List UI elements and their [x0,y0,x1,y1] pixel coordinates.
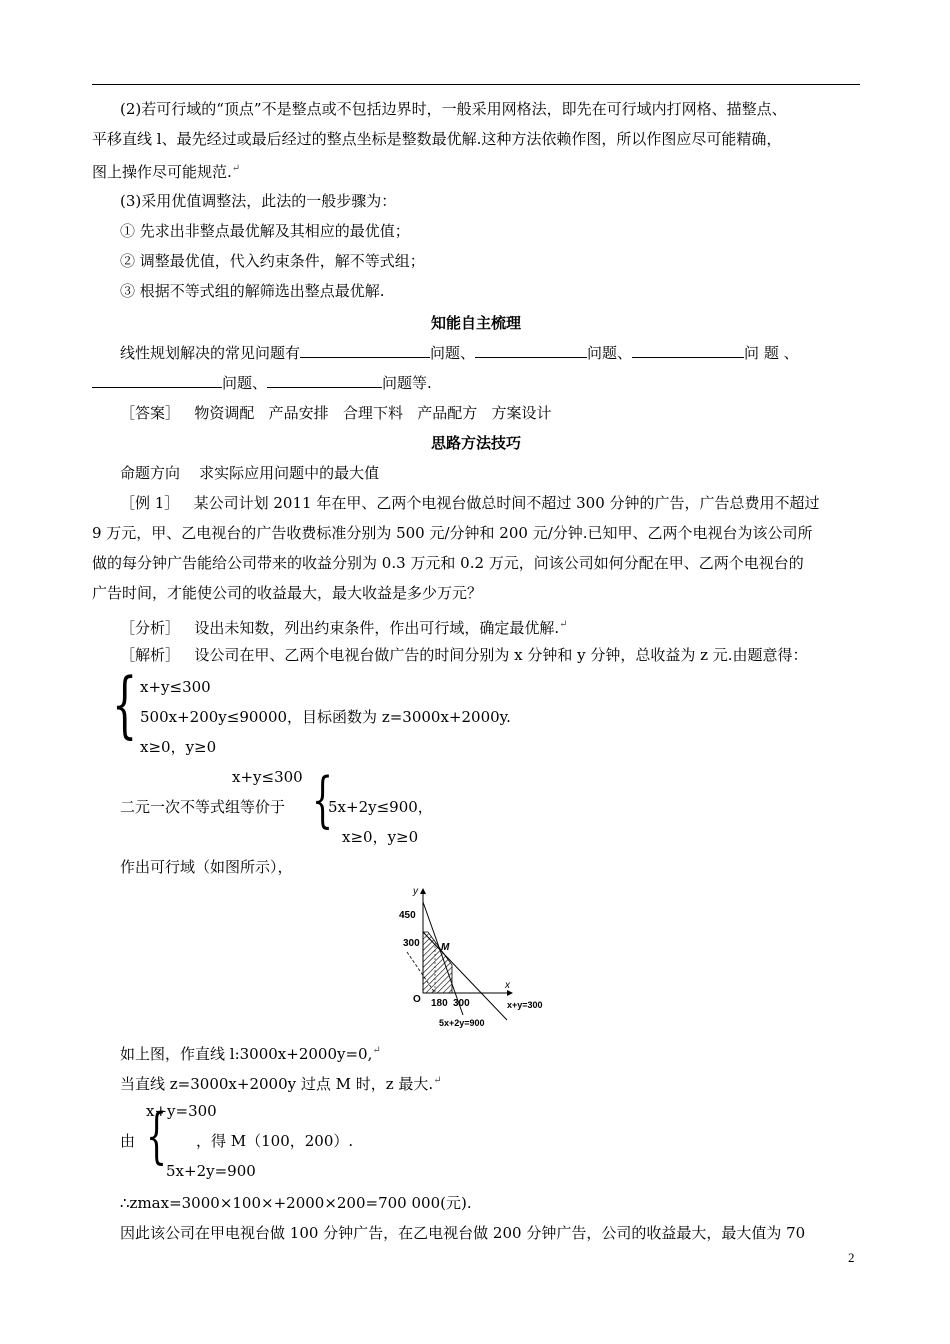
feasible-region-figure [395,882,555,1028]
para2-line1: (2)若可行域的“顶点”不是整点或不包括边界时，一般采用网格法，即先在可行域内打网格、描整点、 [120,100,787,118]
header-rule [92,84,860,85]
tick-300-x: 300 [453,998,470,1009]
when-text [120,1066,888,1099]
answer-blank-1 [300,339,430,358]
question-word-4: 问题、 [222,374,268,392]
edit-mark: ↵ [231,163,241,174]
system1-brace: { [112,662,138,746]
origin-label: O [413,994,421,1005]
system2-brace: { [312,765,334,835]
solution-line [120,640,888,670]
y-axis-arrow-icon [420,888,426,894]
fill-blank-line1 [120,338,888,368]
result-text: ，得 M（100，200）. [196,1132,354,1150]
answer-line [120,398,888,428]
example-line3: 做的每分钟广告能给公司带来的收益分别为 0.3 万元和 0.2 万元，问该公司如何分配在甲、乙两个电视台的 [92,554,804,572]
edit-mark: ↵ [433,1075,442,1086]
step3: ③ 根据不等式组的解筛选出整点最优解. [120,282,385,300]
example-line1 [120,488,888,518]
step1: ① 先求出非整点最优解及其相应的最优值； [120,222,410,240]
line-l-text [120,1036,888,1069]
question-word-5: 问题等. [382,374,432,392]
by-text: 由 [120,1132,136,1150]
line-l-content: 如上图，作直线 l:3000x+2000y=0, [120,1045,373,1063]
direction-line: 命题方向 求实际应用问题中的最大值 [120,464,380,482]
system2-row2: 5x+2y≤900， [328,798,433,816]
analysis-text: 设出未知数，列出约束条件，作出可行域，确定最优解. [194,619,560,637]
para2-line3-text: 图上操作尽可能规范. [92,163,232,181]
system1-row1: x+y≤300 [140,678,211,696]
system1-row2: 500x+200y≤90000，目标函数为 z=3000x+2000y. [140,708,511,726]
fill-blank-line2 [92,368,860,398]
page-number: 2 [848,1250,855,1265]
solution-label: ［解析］ [120,646,181,664]
tick-180: 180 [431,998,448,1009]
system3-row1: x+y=300 [146,1102,217,1120]
when-content: 当直线 z=3000x+2000y 过点 M 时，z 最大. [120,1075,434,1093]
para2-line3 [92,154,860,187]
line1-label: x+y=300 [507,1000,543,1010]
answer-items: 物资调配 产品安排 合理下料 产品配方 方案设计 [194,404,552,422]
solution-text: 设公司在甲、乙两个电视台做广告的时间分别为 x 分钟和 y 分钟，总收益为 z 元.由题意得： [194,646,808,664]
edit-mark: ↵ [372,1045,381,1056]
answer-blank-4 [92,369,222,388]
answer-blank-5 [267,369,382,388]
analysis-label: ［分析］ [120,619,181,637]
y-axis-label: y [413,886,418,897]
answer-blank-3 [632,339,744,358]
answer-blank-2 [475,339,587,358]
question-word-3: 问 题 、 [744,344,799,362]
edit-mark: ↵ [559,619,568,630]
draw-region-text: 作出可行域（如图所示）， [120,858,293,876]
step2: ② 调整最优值，代入约束条件，解不等式组； [120,252,425,270]
example-line2: 9 万元，甲、乙电视台的广告收费标准分别为 500 元/分钟和 200 元/分钟.已知甲、乙两个电视台为该公司所 [92,524,813,542]
system2-row1: x+y≤300 [232,768,303,786]
equiv-text: 二元一次不等式组等价于 [120,798,286,816]
para3-line: (3)采用优值调整法，此法的一般步骤为： [120,192,397,210]
section-title-review: 知能自主梳理 [430,314,521,332]
tick-300-y: 300 [403,938,420,949]
zmax-line: ∴zmax=3000×100×+2000×200=700 000(元). [120,1194,472,1212]
question-prefix: 线性规划解决的常见问题有 [120,344,301,362]
example-text-1: 某公司计划 2011 年在甲、乙两个电视台做总时间不超过 300 分钟的广告，广告总费用不超过 [193,494,820,512]
system2-row3: x≥0，y≥0 [342,828,419,846]
question-word-2: 问题、 [587,344,633,362]
tick-450: 450 [399,910,416,921]
answer-label: ［答案］ [120,404,181,422]
system1-row3: x≥0，y≥0 [140,738,217,756]
para2-line2: 平移直线 l、最先经过或最后经过的整点坐标是整数最优解.这种方法依赖作图，所以作图应尽可能精确， [92,130,782,148]
line2-label: 5x+2y=900 [439,1018,485,1028]
point-m-label: M [441,942,450,953]
question-word-1: 问题、 [430,344,476,362]
analysis-line [120,610,888,643]
conclusion-line: 因此该公司在甲电视台做 100 分钟广告，在乙电视台做 200 分钟广告，公司的收益最大，最大值为 70 [120,1224,806,1242]
section-title-methods: 思路方法技巧 [430,434,521,452]
system3-brace: { [146,1101,168,1171]
system3-row2: 5x+2y=900 [166,1162,256,1180]
example-line4: 广告时间，才能使公司的收益最大，最大收益是多少万元？ [92,584,483,602]
example-label: ［例 1］ [120,494,180,512]
x-axis-label: x [505,980,510,991]
